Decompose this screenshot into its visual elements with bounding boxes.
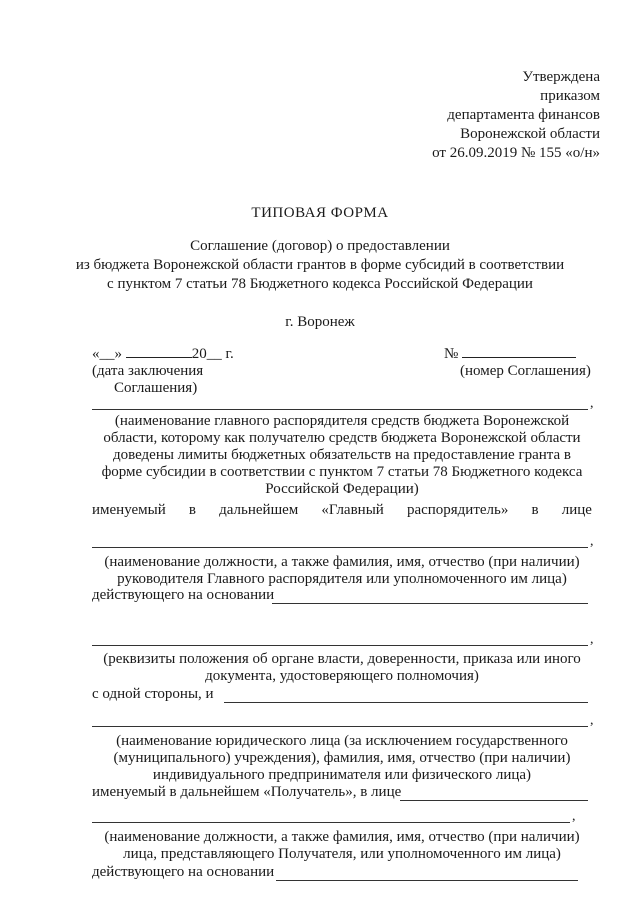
note-legal-entity xyxy=(88,733,596,784)
note-line: форме субсидии в соответствии с пунктом 7 статьи 78 Бюджетного кодекса xyxy=(101,464,583,480)
date-field xyxy=(92,345,234,397)
agreement-title xyxy=(0,237,640,294)
blank-line xyxy=(272,603,588,604)
comma: , xyxy=(590,632,594,647)
word: в xyxy=(188,502,196,518)
named-line xyxy=(92,502,592,519)
agreement-title-line: с пунктом 7 статьи 78 Бюджетного кодекса Российской Федерации xyxy=(107,276,533,292)
note-chief-administrator xyxy=(88,413,596,498)
number-caption: (номер Соглашения) xyxy=(460,363,591,379)
note-line: документа, удостоверяющего полномочия) xyxy=(205,668,479,684)
comma: , xyxy=(590,713,594,728)
word: в xyxy=(531,502,539,518)
agreement-title-line: Соглашение (договор) о предоставлении xyxy=(190,238,450,254)
form-title: ТИПОВАЯ ФОРМА xyxy=(251,205,389,221)
date-day: «__» xyxy=(92,346,122,362)
date-caption: Соглашения) xyxy=(114,380,198,396)
comma: , xyxy=(590,534,594,549)
note-line: области, которому как получателю средств бюджета Воронежской области xyxy=(103,430,581,446)
acting-basis-label: действующего на основании xyxy=(92,864,275,880)
note-head-position xyxy=(88,554,596,588)
blank-line xyxy=(92,409,588,410)
note-line: (наименование главного распорядителя средств бюджета Воронежской xyxy=(114,413,570,429)
number-sign: № xyxy=(444,346,459,362)
acting-basis-label: действующего на основании xyxy=(92,587,275,603)
word: дальнейшем xyxy=(219,502,299,518)
note-authority-details xyxy=(88,651,596,685)
word: лице xyxy=(561,502,592,518)
note-line: (наименование юридического лица (за исключением государственного xyxy=(116,733,568,749)
city: г. Воронеж xyxy=(285,314,355,330)
blank-line xyxy=(92,726,588,727)
approval-line: Воронежской области xyxy=(460,126,600,142)
number-field xyxy=(444,345,591,380)
note-line: руководителя Главного распорядителя или уполномоченного им лица) xyxy=(117,571,567,587)
note-line: (реквизиты положения об органе власти, доверенности, приказа или иного xyxy=(103,651,581,667)
blank-line xyxy=(276,880,578,881)
comma: , xyxy=(590,396,594,411)
note-recipient-representative xyxy=(88,829,596,863)
date-caption: (дата заключения xyxy=(92,363,204,379)
approval-line: от 26.09.2019 № 155 «о/н» xyxy=(432,145,600,161)
blank-line xyxy=(92,547,588,548)
approval-line: Утверждена xyxy=(522,69,600,85)
approval-line: департамента финансов xyxy=(447,107,600,123)
note-line: доведены лимиты бюджетных обязательств на предоставление гранта в xyxy=(112,447,572,463)
blank-line xyxy=(92,822,570,823)
approval-stamp xyxy=(432,68,600,163)
note-line: (наименование должности, а также фамилия, имя, отчество (при наличии) xyxy=(104,554,580,570)
recipient-label: именуемый в дальнейшем «Получатель», в лице xyxy=(92,784,402,800)
date-year: 20__ г. xyxy=(191,346,234,362)
word: именуемый xyxy=(92,502,166,518)
note-line: индивидуального предпринимателя или физического лица) xyxy=(152,767,532,783)
date-month-blank xyxy=(126,345,192,358)
note-line: (муниципального) учреждения), фамилия, имя, отчество (при наличии) xyxy=(113,750,571,766)
comma: , xyxy=(572,809,576,824)
blank-line xyxy=(92,645,588,646)
note-line: (наименование должности, а также фамилия, имя, отчество (при наличии) xyxy=(104,829,580,845)
one-side-label: с одной стороны, и xyxy=(92,686,214,702)
word: «Главный xyxy=(321,502,384,518)
word: распорядитель» xyxy=(406,502,509,518)
blank-line xyxy=(400,800,588,801)
agreement-title-line: из бюджета Воронежской области грантов в форме субсидий в соответствии xyxy=(75,257,565,273)
approval-line: приказом xyxy=(540,88,600,104)
note-line: Российской Федерации) xyxy=(265,481,419,497)
number-blank xyxy=(462,345,576,358)
note-line: лица, представляющего Получателя, или уполномоченного им лица) xyxy=(123,846,561,862)
blank-line xyxy=(224,702,588,703)
